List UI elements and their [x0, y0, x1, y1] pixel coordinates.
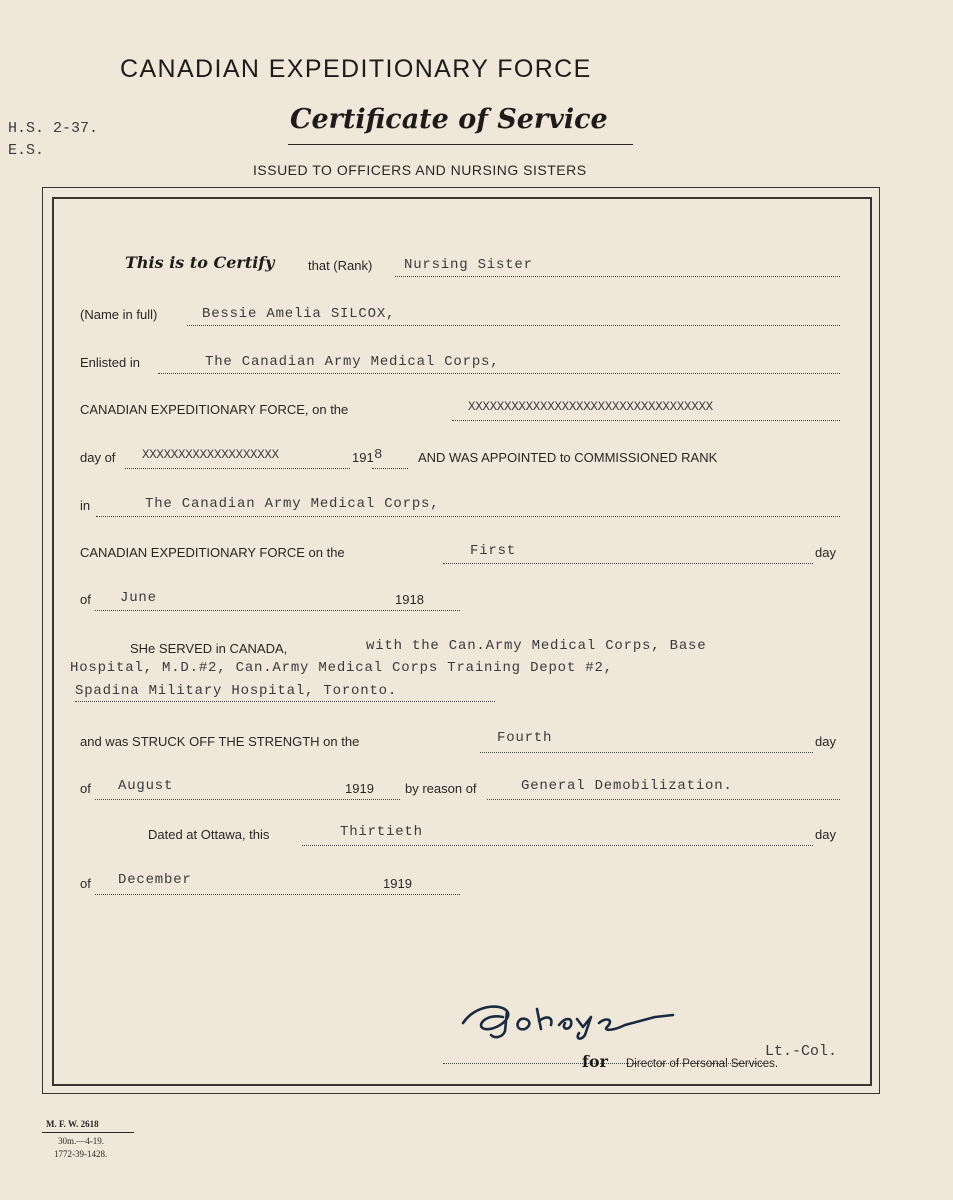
file-code-hs: H.S. 2-37. — [8, 120, 99, 137]
service-line-3: Spadina Military Hospital, Toronto. — [75, 683, 398, 699]
for-label: for — [582, 1052, 608, 1071]
name-label: (Name in full) — [80, 307, 158, 322]
struck-off-label: and was STRUCK OFF THE STRENGTH on the — [80, 734, 360, 749]
enlist-month-value: XXXXXXXXXXXXXXXXXXX — [142, 448, 279, 462]
director-label: Director of Personal Services. — [626, 1058, 779, 1070]
dated-year-value: 1919 — [383, 876, 412, 891]
print-run: 30m.—4-19. — [58, 1136, 104, 1146]
struck-day-line — [480, 752, 813, 753]
day-of-label: day of — [80, 450, 116, 465]
reason-line — [487, 799, 840, 800]
enlisted-label: Enlisted in — [80, 355, 140, 370]
dated-day-value: Thirtieth — [340, 824, 423, 840]
served-label: SHe SERVED in CANADA, — [130, 641, 288, 656]
name-value: Bessie Amelia SILCOX, — [202, 306, 396, 322]
of-label-1: of — [80, 592, 91, 607]
day-label-1: day — [815, 545, 836, 560]
appointed-unit-line — [96, 516, 840, 517]
reason-label: by reason of — [405, 781, 477, 796]
enlist-day-line — [452, 420, 840, 421]
enlist-year-digit: 8 — [374, 447, 383, 463]
appoint-day-line — [443, 563, 813, 564]
service-line-3-dots — [75, 701, 495, 702]
dated-month-value: December — [118, 872, 192, 888]
signature-title: Lt.-Col. — [765, 1043, 838, 1060]
cef-on-the-label: CANADIAN EXPEDITIONARY FORCE, on the — [80, 402, 349, 417]
service-line-2: Hospital, M.D.#2, Can.Army Medical Corps Training Depot #2, — [70, 660, 613, 676]
struck-month-line — [95, 799, 400, 800]
enlist-month-line — [125, 468, 350, 469]
reason-value: General Demobilization. — [521, 778, 733, 794]
appoint-month-line — [95, 610, 460, 611]
of-label-2: of — [80, 781, 91, 796]
rank-value: Nursing Sister — [404, 257, 533, 273]
dated-day-line — [302, 845, 813, 846]
appointed-label: AND WAS APPOINTED to COMMISSIONED RANK — [418, 450, 718, 465]
enlisted-unit: The Canadian Army Medical Corps, — [205, 354, 500, 370]
certificate-title-underline — [288, 144, 633, 145]
issued-to: ISSUED TO OFFICERS AND NURSING SISTERS — [253, 162, 587, 178]
year-line — [372, 468, 408, 469]
struck-day-value: Fourth — [497, 730, 553, 746]
appointed-unit: The Canadian Army Medical Corps, — [145, 496, 440, 512]
print-number: 1772-39-1428. — [54, 1149, 108, 1159]
service-line-1: with the Can.Army Medical Corps, Base — [366, 638, 707, 654]
appoint-month-value: June — [120, 590, 157, 606]
enlist-day-value: XXXXXXXXXXXXXXXXXXXXXXXXXXXXXXXXXX — [468, 400, 713, 414]
appoint-year-value: 1918 — [395, 592, 424, 607]
form-number-underline — [42, 1132, 134, 1133]
day-label-2: day — [815, 734, 836, 749]
rank-line — [395, 276, 840, 277]
certificate-title: Certificate of Service — [290, 104, 608, 135]
in-label: in — [80, 498, 91, 513]
file-code-es: E.S. — [8, 142, 45, 159]
struck-month-value: August — [118, 778, 174, 794]
of-label-3: of — [80, 876, 91, 891]
dated-month-line — [95, 894, 460, 895]
dated-label: Dated at Ottawa, this — [148, 827, 270, 842]
struck-year-value: 1919 — [345, 781, 374, 796]
certify-label: This is to Certify — [125, 253, 275, 272]
name-line — [187, 325, 840, 326]
signature — [455, 995, 695, 1045]
enlisted-line — [158, 373, 840, 374]
that-rank-label: that (Rank) — [308, 258, 373, 273]
day-label-3: day — [815, 827, 836, 842]
appoint-day-value: First — [470, 543, 517, 559]
force-title: CANADIAN EXPEDITIONARY FORCE — [120, 55, 592, 83]
cef-on-the-label-2: CANADIAN EXPEDITIONARY FORCE on the — [80, 545, 345, 560]
form-number: M. F. W. 2618 — [46, 1119, 99, 1129]
year-prefix: 191 — [352, 450, 374, 465]
